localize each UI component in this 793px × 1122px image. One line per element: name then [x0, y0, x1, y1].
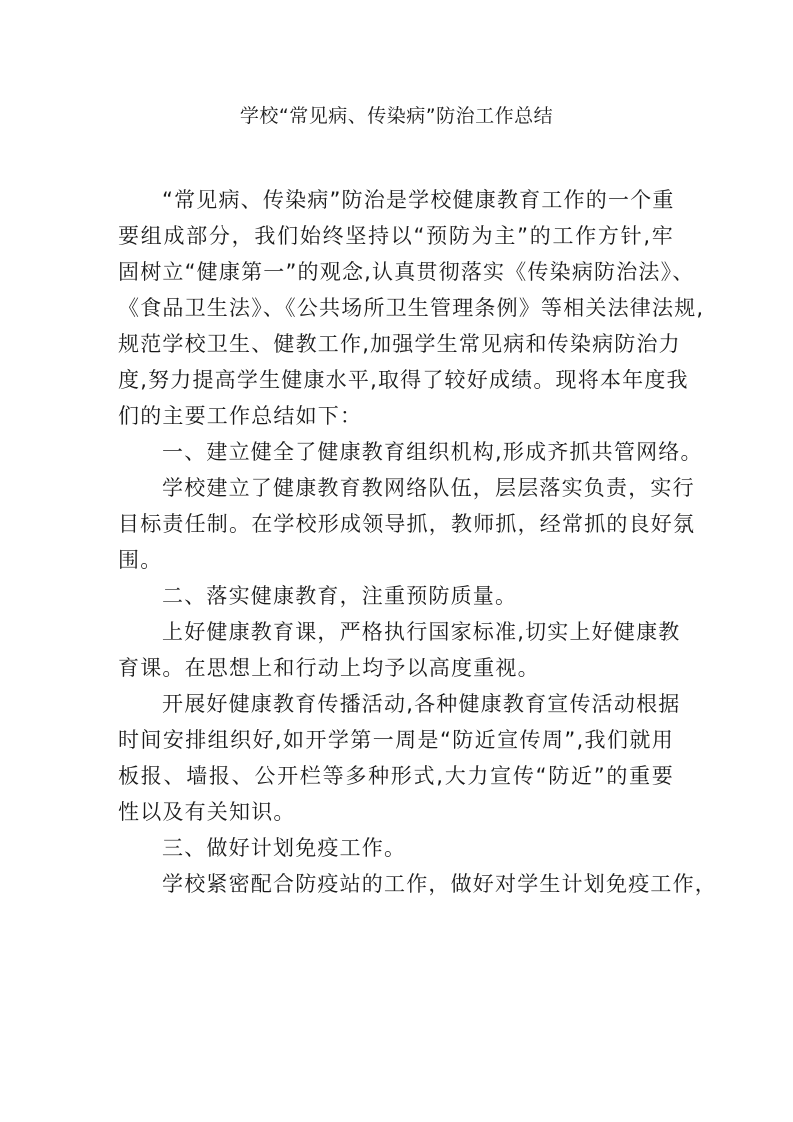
text-line: 三、做好计划免疫工作。 — [162, 836, 407, 860]
text-line: 围。 — [118, 548, 163, 572]
document-body — [118, 182, 717, 902]
text-line: 育课。在思想上和行动上均予以高度重视。 — [118, 656, 540, 680]
text-line: 《食品卫生法》、《公共场所卫生管理条例》等相关法律法规, — [118, 296, 705, 320]
text-line: 规范学校卫生、健教工作,加强学生常见病和传染病防治力 — [118, 332, 681, 356]
text-line: 上好健康教育课，严格执行国家标准,切实上好健康教 — [162, 620, 681, 644]
text-line: 开展好健康教育传播活动,各种健康教育宣传活动根据 — [162, 692, 681, 716]
text-line: 固树立“健康第一”的观念,认真贯彻落实《传染病防治法》、 — [118, 260, 695, 284]
text-line: 板报、墙报、公开栏等多种形式,大力宣传“防近”的重要 — [118, 764, 674, 788]
text-line: 们的主要工作总结如下： — [118, 404, 363, 428]
text-line: 目标责任制。在学校形成领导抓，教师抓，经常抓的良好氛 — [118, 512, 696, 536]
text-line: 度,努力提高学生健康水平,取得了较好成绩。现将本年度我 — [118, 368, 689, 392]
text-line: 学校紧密配合防疫站的工作，做好对学生计划免疫工作， — [162, 872, 717, 896]
text-line: 学校建立了健康教育教网络队伍，层层落实负责，实行 — [162, 476, 695, 500]
text-line: 二、落实健康教育，注重预防质量。 — [162, 584, 518, 608]
text-line: 一、建立健全了健康教育组织机构,形成齐抓共管网络。 — [162, 440, 703, 464]
text-line: 时间安排组织好,如开学第一周是“防近宣传周”,我们就用 — [118, 728, 674, 752]
text-line: 要组成部分，我们始终坚持以“预防为主”的工作方针,牢 — [118, 224, 674, 248]
text-line: “常见病、传染病”防治是学校健康教育工作的一个重 — [162, 188, 675, 212]
document-title: 学校“常见病、传染病”防治工作总结 — [239, 105, 554, 127]
text-line: 性以及有关知识。 — [118, 800, 296, 824]
